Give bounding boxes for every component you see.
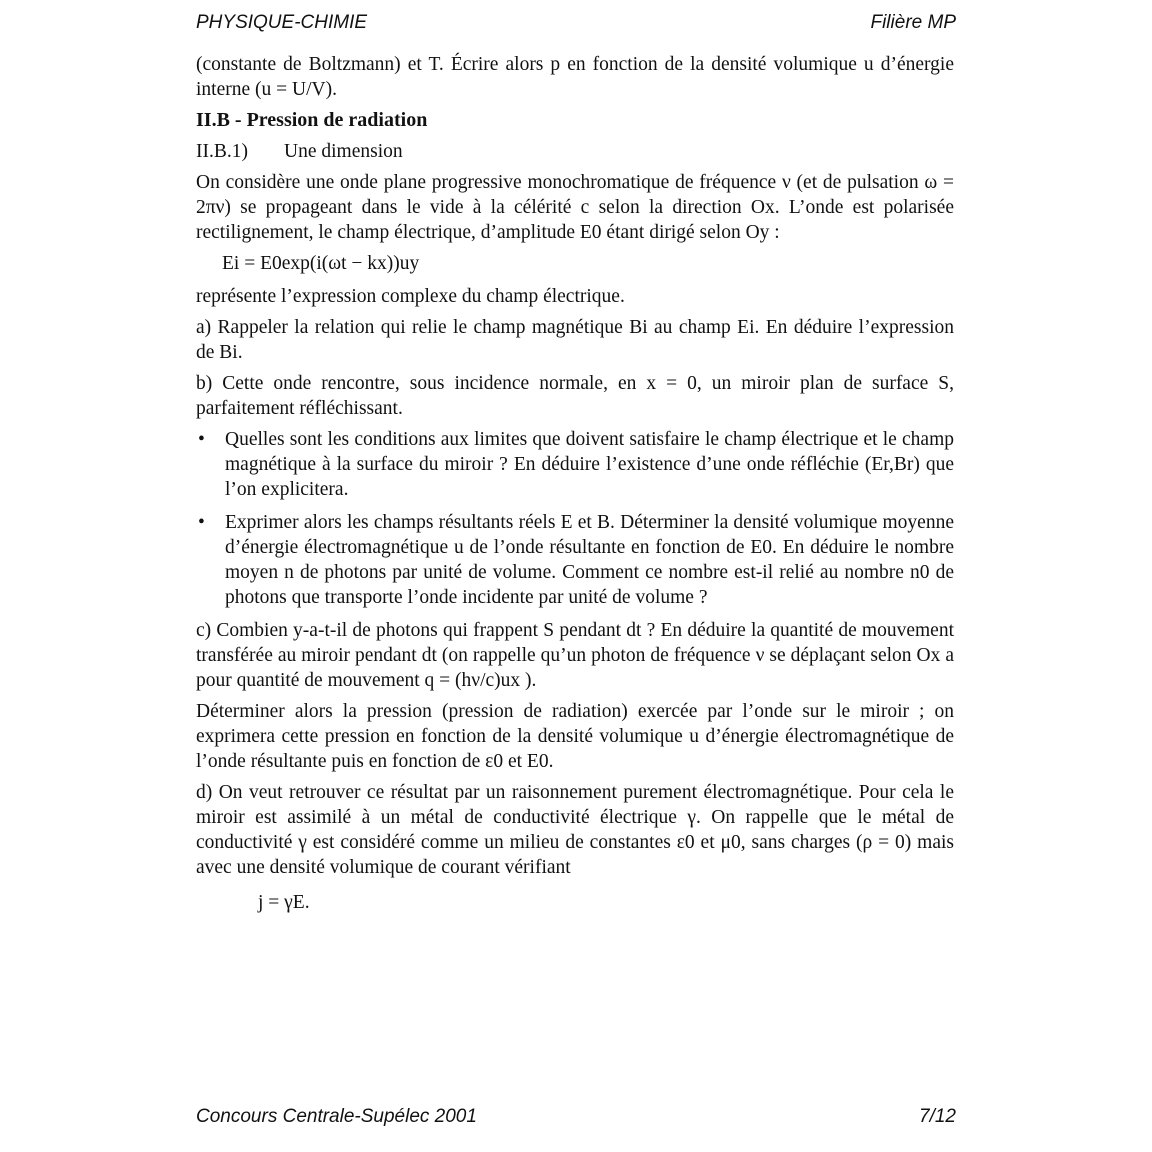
equation-incident-field: Ei = E0exp(i(ωt − kx))uy	[222, 253, 420, 274]
header-track: Filière MP	[870, 12, 956, 33]
subsection-title: Une dimension	[284, 141, 403, 162]
question-b-bullets	[196, 427, 954, 610]
complex-field-note: représente l’expression complexe du champ électrique.	[196, 286, 625, 307]
question-a: a) Rappeler la relation qui relie le champ magnétique Bi au champ Ei. En déduire l’expression de Bi.	[196, 317, 954, 363]
header-subject: PHYSIQUE-CHIMIE	[196, 12, 368, 33]
page-header	[196, 12, 956, 38]
intro-paragraph: (constante de Boltzmann) et T. Écrire alors p en fonction de la densité volumique u d’énergie interne (u = U/V).	[196, 54, 954, 100]
question-c: c) Combien y-a-t-il de photons qui frappent S pendant dt ? En déduire la quantité de mouvement transférée au miroir pendant dt (on rappelle qu’un photon de fréquence ν se déplaçant selon Ox a pour quantité de mouvement q = (hν/c)ux ).	[196, 620, 954, 691]
page-number: 7/12	[919, 1106, 956, 1127]
section-title: II.B - Pression de radiation	[196, 109, 428, 131]
subsection-heading	[196, 139, 954, 164]
equation-current-density: j = γE.	[258, 892, 310, 913]
page-body	[196, 52, 954, 915]
list-item: • Quelles sont les conditions aux limites que doivent satisfaire le champ électrique et le champ magnétique à la surface du miroir ? En déduire l’existence d’une onde réfléchie (Er,Br) que l’on explicitera.	[198, 429, 954, 500]
page-footer	[196, 1106, 956, 1132]
wave-description: On considère une onde plane progressive monochromatique de fréquence ν (et de pulsation ω = 2πν) se propageant dans le vide à la célérité c selon la direction Ox. L’onde est polarisée rectilignement, le champ électrique, d’amplitude E0 étant dirigé selon Oy :	[196, 172, 954, 243]
bullet-resulting-fields: Exprimer alors les champs résultants réels E et B. Déterminer la densité volumique moyenne d’énergie électromagnétique u de l’onde résultante en fonction de E0. En déduire le nombre moyen n de photons par unité de volume. Comment ce nombre est-il relié au nombre n0 de photons que transporte l’onde incidente par unité de volume ?	[225, 512, 954, 608]
question-b: b) Cette onde rencontre, sous incidence normale, en x = 0, un miroir plan de surface S, parfaitement réfléchissant.	[196, 373, 954, 419]
footer-exam: Concours Centrale-Supélec 2001	[196, 1106, 477, 1127]
bullet-boundary-conditions: Quelles sont les conditions aux limites que doivent satisfaire le champ électrique et le champ magnétique à la surface du miroir ? En déduire l’existence d’une onde réfléchie (Er,Br) que l’on explicitera.	[225, 429, 954, 500]
subsection-number: II.B.1)	[196, 141, 248, 162]
radiation-pressure-paragraph: Déterminer alors la pression (pression de radiation) exercée par l’onde sur le miroir ; on exprimera cette pression en fonction de la densité volumique u d’énergie électromagnétique de l’onde résultante puis en fonction de ε0 et E0.	[196, 701, 954, 772]
list-item: • Exprimer alors les champs résultants réels E et B. Déterminer la densité volumique moyenne d’énergie électromagnétique u de l’onde résultante en fonction de E0. En déduire le nombre moyen n de photons par unité de volume. Comment ce nombre est-il relié au nombre n0 de photons que transporte l’onde incidente par unité de volume ?	[198, 512, 954, 608]
question-d: d) On veut retrouver ce résultat par un raisonnement purement électromagnétique. Pour cela le miroir est assimilé à un métal de conductivité électrique γ. On rappelle que le métal de conductivité γ est considéré comme un milieu de constantes ε0 et μ0, sans charges (ρ = 0) mais avec une densité volumique de courant vérifiant	[196, 782, 954, 878]
